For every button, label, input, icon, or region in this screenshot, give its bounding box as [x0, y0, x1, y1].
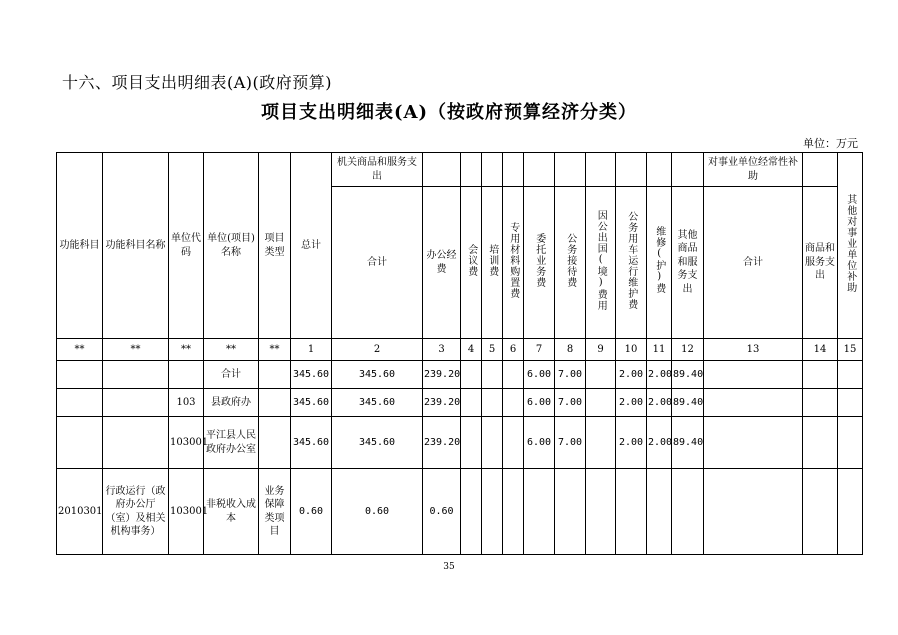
cell-unit-name: 县政府办: [204, 389, 259, 417]
header-reception-fee: 公务接待费: [555, 187, 586, 339]
header-overseas-fee: 因公出国(境)费用: [586, 187, 616, 339]
cell-unit-name: 合计: [204, 361, 259, 389]
header-commission-fee: 委托业务费: [524, 187, 555, 339]
index-cell: 5: [482, 339, 503, 361]
cell-total: 345.60: [291, 417, 332, 469]
index-cell: 11: [647, 339, 672, 361]
page-title: 项目支出明细表(A)（按政府预算经济分类）: [261, 102, 637, 123]
header-project-type: 项目类型: [259, 153, 291, 339]
index-cell: **: [259, 339, 291, 361]
cell-function-name: 行政运行（政府办公厅（室）及相关机构事务）: [103, 469, 169, 555]
page-number: 35: [443, 562, 455, 572]
cell-unit-code: 103: [169, 389, 204, 417]
cell-total: 0.60: [291, 469, 332, 555]
cell-unit-name: 非税收入成本: [204, 469, 259, 555]
header-meeting-fee: 会议费: [461, 187, 482, 339]
table-row: 合计 345.60 345.60 239.20 6.00 7.00 2.00 2.00 89.40: [57, 361, 863, 389]
cell-total: 345.60: [291, 361, 332, 389]
cell-function-code: 2010301: [57, 469, 103, 555]
header-group-subsidy: 对事业单位经常性补助: [704, 153, 803, 187]
index-cell: 2: [332, 339, 423, 361]
index-cell: 7: [524, 339, 555, 361]
table-row: 2010301 行政运行（政府办公厅（室）及相关机构事务） 103001 非税收入成本 业务保障类项目 0.60 0.60 0.60: [57, 469, 863, 555]
index-cell: 6: [503, 339, 524, 361]
header-maintenance-fee: 维修(护)费: [647, 187, 672, 339]
cell-unit-code: 103001: [169, 469, 204, 555]
cell-project-type: 业务保障类项目: [259, 469, 291, 555]
header-function-name: 功能科目名称: [103, 153, 169, 339]
index-cell: 10: [616, 339, 647, 361]
header-unit-name: 单位(项目)名称: [204, 153, 259, 339]
cell-unit-code: 103001: [169, 417, 204, 469]
index-cell: 14: [803, 339, 838, 361]
expense-detail-table: [56, 152, 863, 555]
index-cell: 12: [672, 339, 704, 361]
table-row: 103001 平江县人民政府办公室 345.60 345.60 239.20 6.00 7.00 2.00 2.00 89.40: [57, 417, 863, 469]
index-cell: **: [57, 339, 103, 361]
header-materials-fee: 专用材料购置费: [503, 187, 524, 339]
index-cell: **: [204, 339, 259, 361]
header-other-subsidy: 其他对事业单位补助: [838, 153, 863, 339]
header-function-code: 功能科目: [57, 153, 103, 339]
header-training-fee: 培训费: [482, 187, 503, 339]
index-row: [57, 339, 863, 361]
header-group-goods-services: 机关商品和服务支出: [332, 153, 423, 187]
index-cell: 1: [291, 339, 332, 361]
cell-total: 345.60: [291, 389, 332, 417]
table-row: 103 县政府办 345.60 345.60 239.20 6.00 7.00 2.00 2.00 89.40: [57, 389, 863, 417]
index-cell: 15: [838, 339, 863, 361]
header-row-group: [57, 153, 863, 187]
header-goods-total: 合计: [332, 187, 423, 339]
index-cell: 9: [586, 339, 616, 361]
header-office-expense: 办公经费: [423, 187, 461, 339]
index-cell: 4: [461, 339, 482, 361]
index-cell: 13: [704, 339, 803, 361]
cell-unit-name: 平江县人民政府办公室: [204, 417, 259, 469]
index-cell: 8: [555, 339, 586, 361]
section-title: 十六、项目支出明细表(A)(政府预算): [62, 73, 333, 92]
unit-label: 单位：万元: [803, 137, 858, 150]
index-cell: **: [103, 339, 169, 361]
header-vehicle-fee: 公务用车运行维护费: [616, 187, 647, 339]
header-subsidy-goods: 商品和服务支出: [803, 187, 838, 339]
header-total: 总计: [291, 153, 332, 339]
header-unit-code: 单位代码: [169, 153, 204, 339]
header-subsidy-total: 合计: [704, 187, 803, 339]
header-other-goods: 其他商品和服务支出: [672, 187, 704, 339]
index-cell: 3: [423, 339, 461, 361]
index-cell: **: [169, 339, 204, 361]
